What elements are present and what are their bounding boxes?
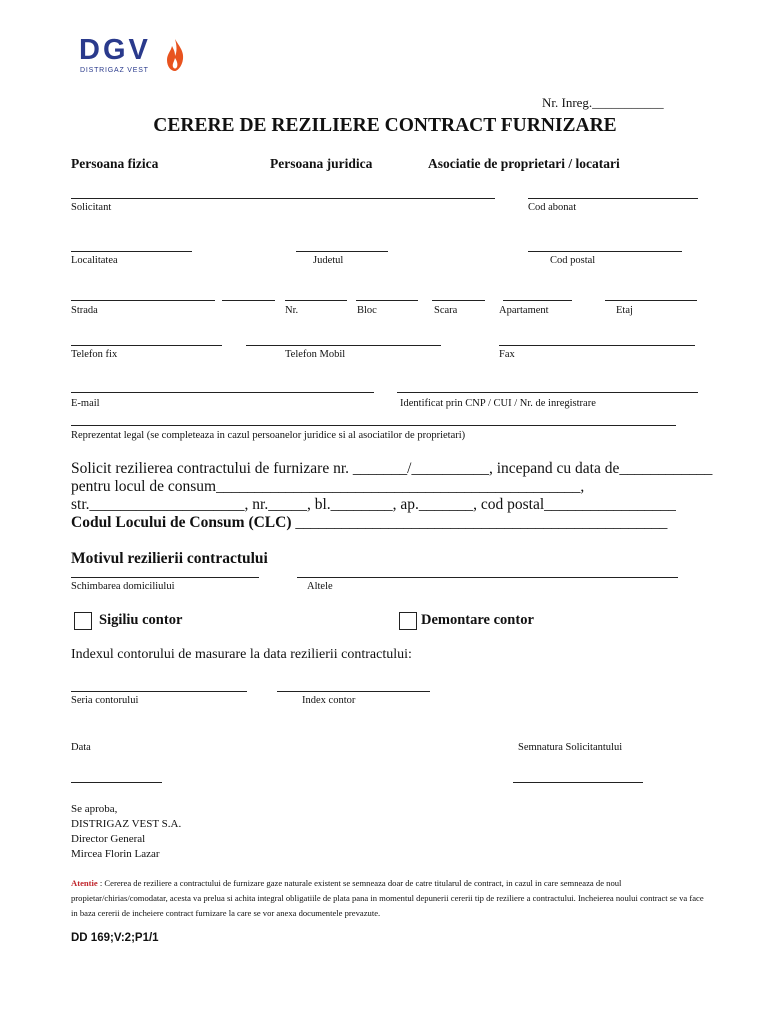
- cod-postal-label: Cod postal: [550, 255, 596, 266]
- attention-label: Atentie: [71, 878, 98, 888]
- identificat-line[interactable]: [397, 392, 698, 393]
- strada-line[interactable]: [71, 300, 215, 301]
- solicitant-line[interactable]: [71, 198, 495, 199]
- seria-line[interactable]: [71, 691, 247, 692]
- motiv-title: Motivul rezilierii contractului: [71, 550, 268, 567]
- fax-line[interactable]: [499, 345, 695, 346]
- semnatura-line[interactable]: [513, 782, 643, 783]
- nr-label: Nr.: [285, 305, 299, 316]
- fax-label: Fax: [499, 349, 515, 360]
- person-type-asociatie: Asociatie de proprietari / locatari: [428, 156, 620, 171]
- email-line[interactable]: [71, 392, 374, 393]
- attention-note: [71, 876, 711, 921]
- request-line-2: pentru locul de consum_______________________________________________,: [71, 478, 585, 495]
- judetul-line[interactable]: [296, 251, 388, 252]
- bloc-line[interactable]: [285, 300, 347, 301]
- approval-line-1: Se aproba,: [71, 803, 118, 815]
- etaj-line[interactable]: [605, 300, 697, 301]
- identificat-label: Identificat prin CNP / CUI / Nr. de inregistrare: [400, 398, 596, 409]
- request-line-3: str.____________________, nr._____, bl.________, ap._______, cod postal_________________: [71, 496, 676, 513]
- apartament-line[interactable]: [503, 300, 572, 301]
- cod-abonat-line[interactable]: [528, 198, 698, 199]
- telefon-fix-label: Telefon fix: [71, 349, 118, 360]
- reprezentat-label: Reprezentat legal (se completeaza in cazul persoanelor juridice si al asociatilor de proprietari): [71, 430, 466, 441]
- motiv-option1-label: Schimbarea domiciliului: [71, 581, 175, 592]
- clc-label: Codul Locului de Consum (CLC): [71, 514, 292, 531]
- scara-line[interactable]: [356, 300, 418, 301]
- person-type-fizica: Persoana fizica: [71, 156, 159, 171]
- clc-fill: ________________________________________________: [291, 514, 668, 531]
- index-contor-label: Index contor: [302, 695, 356, 706]
- cod-postal-line[interactable]: [528, 251, 682, 252]
- approval-line-3: Director General: [71, 833, 146, 845]
- telefon-mobil-line[interactable]: [246, 345, 441, 346]
- telefon-fix-line[interactable]: [71, 345, 222, 346]
- registration-number: Nr. Inreg.___________: [542, 95, 664, 110]
- scara-label: Scara: [434, 305, 458, 316]
- demontare-label: Demontare contor: [421, 612, 534, 628]
- sigiliu-label: Sigiliu contor: [99, 612, 183, 628]
- seria-label: Seria contorului: [71, 695, 139, 706]
- semnatura-label: Semnatura Solicitantului: [518, 742, 623, 753]
- attention-text: : Cererea de reziliere a contractului de furnizare gaze naturale existent se semneaza doar de catre titularul de contract, in cazul in care semneaza de noul propietar/chirias/comodatar, acesta va prelua si achita integral obligatiile de plata pana in momentul depunerii cererii tip de reziliere a contractului. Incheierea noului contract se va face in baza cererii de incheiere contract furnizare la care se vor anexa documentele prevazute.: [71, 878, 704, 918]
- request-line-1: Solicit rezilierea contractului de furnizare nr. _______/__________, incepand cu data de____________: [71, 460, 713, 477]
- demontare-checkbox[interactable]: [399, 612, 417, 630]
- apartament-label: Apartament: [499, 305, 549, 316]
- data-line[interactable]: [71, 782, 162, 783]
- motiv-option2-line[interactable]: [297, 577, 678, 578]
- request-line-4: [71, 514, 667, 532]
- index-title: Indexul contorului de masurare la data rezilierii contractului:: [71, 647, 412, 662]
- company-logo: [79, 36, 189, 80]
- localitatea-label: Localitatea: [71, 255, 118, 266]
- nr-line[interactable]: [222, 300, 275, 301]
- approval-line-4: Mircea Florin Lazar: [71, 848, 160, 860]
- strada-label: Strada: [71, 305, 98, 316]
- motiv-option1-line[interactable]: [71, 577, 259, 578]
- flame-icon: [165, 38, 185, 72]
- reprezentat-line[interactable]: [71, 425, 676, 426]
- approval-line-2: DISTRIGAZ VEST S.A.: [71, 818, 182, 830]
- logo-subtitle: DISTRIGAZ VEST: [80, 67, 149, 74]
- person-type-juridica: Persoana juridica: [270, 156, 373, 171]
- scara2-line[interactable]: [432, 300, 485, 301]
- logo-text: DGV: [79, 34, 151, 66]
- judetul-label: Judetul: [313, 255, 344, 266]
- bloc-label: Bloc: [357, 305, 377, 316]
- email-label: E-mail: [71, 398, 100, 409]
- localitatea-line[interactable]: [71, 251, 192, 252]
- motiv-option2-label: Altele: [307, 581, 333, 592]
- solicitant-label: Solicitant: [71, 202, 112, 213]
- cod-abonat-label: Cod abonat: [528, 202, 577, 213]
- page-title: CERERE DE REZILIERE CONTRACT FURNIZARE: [153, 115, 617, 136]
- document-code: DD 169;V:2;P1/1: [71, 932, 159, 944]
- index-contor-line[interactable]: [277, 691, 430, 692]
- etaj-label: Etaj: [616, 305, 633, 316]
- data-label: Data: [71, 742, 91, 753]
- telefon-mobil-label: Telefon Mobil: [285, 349, 346, 360]
- sigiliu-checkbox[interactable]: [74, 612, 92, 630]
